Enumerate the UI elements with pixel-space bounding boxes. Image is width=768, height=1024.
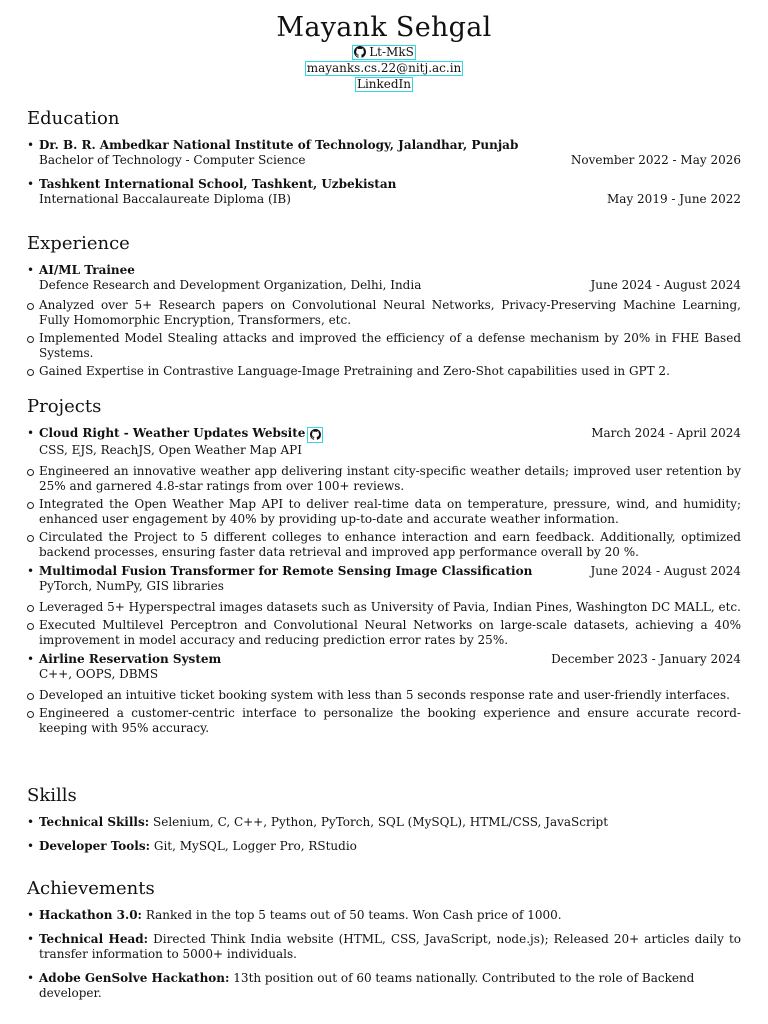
project-entry [27, 426, 741, 458]
github-icon [354, 46, 366, 58]
project-bullet: Circulated the Project to 5 different colleges to enhance interaction and earn feedback. Additionally, optimized backend processes, ensuring faster data retrieval and improved app performance overall by 20 %. [27, 530, 741, 560]
education-dates: November 2022 - May 2026 [570, 153, 741, 167]
project-entry [27, 564, 741, 594]
project-tech: CSS, EJS, ReachJS, Open Weather Map API [39, 443, 302, 457]
achievement-entry [27, 932, 741, 962]
project-name: • Multimodal Fusion Transformer for Remote Sensing Image Classification [39, 564, 533, 578]
education-dates: May 2019 - June 2022 [607, 192, 741, 206]
email-link[interactable]: mayanks.cs.22@nitj.ac.in [306, 61, 462, 75]
achievements-title: Achievements [27, 878, 155, 899]
project-bullet: Engineered an innovative weather app delivering instant city-specific weather details; improved user retention by 25% and garnered 4.8-star ratings from over 100+ reviews. [27, 464, 741, 494]
project-bullet: Leveraged 5+ Hyperspectral images datasets such as University of Pavia, Indian Pines, Washington DC MALL, etc. [27, 600, 741, 615]
skill-label: Developer Tools: [39, 839, 151, 853]
skill-entry [27, 839, 741, 854]
project-github-link[interactable] [307, 427, 323, 443]
education-entry [27, 177, 741, 207]
achievement-label: Hackathon 3.0: [39, 908, 142, 922]
project-name: • Airline Reservation System [39, 652, 222, 666]
organization: Defence Research and Development Organization, Delhi, India [39, 278, 422, 292]
achievements-section [27, 878, 741, 1001]
school-name: • Tashkent International School, Tashkent, Uzbekistan [39, 177, 397, 191]
linkedin-link[interactable]: LinkedIn [356, 77, 412, 91]
skill-text: Git, MySQL, Logger Pro, RStudio [153, 839, 357, 853]
education-title: Education [27, 108, 120, 129]
experience-title: Experience [27, 233, 130, 254]
education-section [27, 108, 741, 207]
school-name: • Dr. B. R. Ambedkar National Institute of Technology, Jalandhar, Punjab [39, 138, 519, 152]
degree: International Baccalaureate Diploma (IB) [39, 192, 291, 206]
projects-section [27, 396, 741, 739]
project-tech: C++, OOPS, DBMS [39, 667, 159, 681]
project-tech: PyTorch, NumPy, GIS libraries [39, 579, 224, 593]
github-link[interactable] [352, 45, 416, 60]
achievement-label: Adobe GenSolve Hackathon: [39, 971, 230, 985]
experience-entry [27, 263, 741, 293]
github-handle: Lt-MkS [369, 45, 414, 59]
role-title: • AI/ML Trainee [39, 263, 135, 277]
skills-title: Skills [27, 785, 77, 806]
skills-section [27, 785, 741, 854]
achievement-label: Technical Head: [39, 932, 149, 946]
project-bullet: Engineered a customer-centric interface to personalize the booking experience and ensure accurate record-keeping with 95% accuracy. [27, 706, 741, 736]
achievement-entry [27, 908, 741, 923]
project-dates: June 2024 - August 2024 [590, 564, 741, 578]
experience-bullet: Gained Expertise in Contrastive Language-Image Pretraining and Zero-Shot capabilities used in GPT 2. [27, 364, 741, 379]
candidate-name: Mayank Sehgal [276, 12, 492, 43]
skill-label: Technical Skills: [39, 815, 150, 829]
skill-text: Selenium, C, C++, Python, PyTorch, SQL (MySQL), HTML/CSS, JavaScript [153, 815, 609, 829]
achievement-text: Directed Think India website (HTML, CSS, JavaScript, node.js); Released 20+ articles daily to transfer information to 5000+ individuals. [39, 932, 741, 961]
experience-dates: June 2024 - August 2024 [590, 278, 741, 292]
experience-section [27, 233, 741, 382]
degree: Bachelor of Technology - Computer Science [39, 153, 306, 167]
experience-bullet: Analyzed over 5+ Research papers on Convolutional Neural Networks, Privacy-Preserving Machine Learning, Fully Homomorphic Encryption, Transformers, etc. [27, 298, 741, 328]
projects-title: Projects [27, 396, 102, 417]
project-dates: March 2024 - April 2024 [591, 426, 741, 440]
achievement-text: Ranked in the top 5 teams out of 50 teams. Won Cash price of 1000. [145, 908, 562, 922]
contact-block [27, 45, 741, 93]
project-entry [27, 652, 741, 682]
project-bullet: Integrated the Open Weather Map API to deliver real-time data on temperature, pressure, wind, and humidity; enhanced user engagement by 40% by providing up-to-date and accurate weather information. [27, 497, 741, 527]
github-icon [310, 429, 321, 440]
achievement-text: 13th position out of 60 teams nationally. Contributed to the role of Backend developer. [39, 971, 695, 1000]
project-dates: December 2023 - January 2024 [551, 652, 741, 666]
resume-header [27, 12, 741, 93]
education-entry [27, 138, 741, 168]
project-bullet: Developed an intuitive ticket booking system with less than 5 seconds response rate and user-friendly interfaces. [27, 688, 741, 703]
experience-bullet: Implemented Model Stealing attacks and improved the efficiency of a defense mechanism by 20% in FHE Based Systems. [27, 331, 741, 361]
project-name: Cloud Right - Weather Updates Website [39, 426, 306, 440]
skill-entry [27, 815, 741, 830]
project-bullet: Executed Multilevel Perceptron and Convolutional Neural Networks on large-scale datasets, achieving a 40% improvement in model accuracy and reducing prediction error rates by 25%. [27, 618, 741, 648]
resume-page [27, 12, 741, 1000]
achievement-entry [27, 971, 741, 1001]
